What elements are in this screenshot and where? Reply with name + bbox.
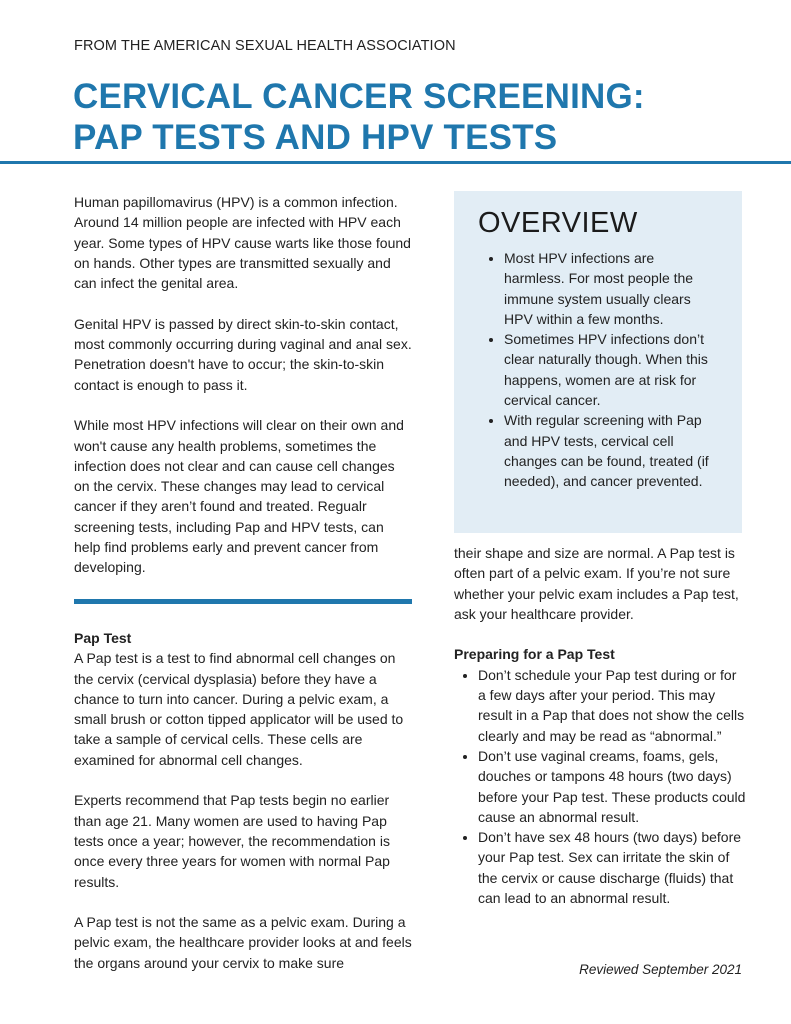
overview-list-item: • With regular screening with Pap and HPV tests, cervical cell changes can be found, treated (if needed), and cancer prevented.: [504, 410, 709, 491]
intro-paragraph: While most HPV infections will clear on their own and won't cause any health problems, sometimes the infection does not clear and can cause cell changes on the cervix. These changes may lead to cervical cancer if they aren’t found and treated. Regualr screening tests, including Pap and HPV tests, can help find problems early and prevent cancer from developing.: [74, 417, 404, 576]
preparing-heading: Preparing for a Pap Test: [454, 646, 615, 663]
section-divider: [74, 599, 412, 604]
header-divider: [0, 161, 791, 164]
preparing-list-item: • Don’t schedule your Pap test during or for a few days after your period. This may result in a Pap that does not show the cells clearly and may be read as “abnormal.”: [478, 665, 746, 746]
page-title-line-2: PAP TESTS AND HPV TESTS: [73, 118, 558, 157]
overview-heading: OVERVIEW: [478, 207, 638, 239]
pap-test-heading: Pap Test: [74, 630, 132, 646]
reviewed-date: Reviewed September 2021: [579, 962, 742, 977]
overview-list-item: • Most HPV infections are harmless. For most people the immune system usually clears HPV within a few months.: [504, 248, 709, 329]
intro-paragraph: Human papillomavirus (HPV) is a common infection. Around 14 million people are infected with HPV each year. Some types of HPV cause warts like those found on hands. Other types are transmitted sexually and can infect the genital area.: [74, 194, 411, 292]
pap-test-paragraph: Experts recommend that Pap tests begin no earlier than age 21. Many women are used to having Pap tests once a year; however, the recommendation is once every three years for women with normal Pap results.: [74, 792, 390, 890]
source-kicker: FROM THE AMERICAN SEXUAL HEALTH ASSOCIATION: [74, 38, 456, 54]
overview-list: [484, 248, 709, 492]
preparing-list-item: • Don’t use vaginal creams, foams, gels, douches or tampons 48 hours (two days) before your Pap test. These products could cause an abnormal result.: [478, 746, 746, 827]
overview-list-item: • Sometimes HPV infections don’t clear naturally though. When this happens, women are at risk for cervical cancer.: [504, 329, 709, 410]
preparing-list: [454, 665, 746, 909]
pap-test-continuation: their shape and size are normal. A Pap test is often part of a pelvic exam. If you’re not sure whether your pelvic exam includes a Pap test, ask your healthcare provider.: [454, 545, 739, 622]
overview-box: [454, 191, 742, 533]
intro-paragraph: Genital HPV is passed by direct skin-to-skin contact, most commonly occurring during vaginal and anal sex. Penetration doesn't have to occur; the skin-to-skin contact is enough to pass it.: [74, 315, 412, 393]
page-title-line-1: CERVICAL CANCER SCREENING:: [73, 77, 645, 116]
pap-test-paragraph: A Pap test is not the same as a pelvic exam. During a pelvic exam, the healthcare provider looks at and feels the organs around your cervix to make sure: [74, 914, 412, 971]
intro-section: [74, 192, 414, 598]
pap-test-paragraph: A Pap test is a test to find abnormal cell changes on the cervix (cervical dysplasia) before they have a chance to turn into cancer. During a pelvic exam, a small brush or cotton tipped applicator will be used to take a sample of cervical cells. These cells are examined for abnormal cell changes.: [74, 650, 404, 768]
right-column: [454, 543, 746, 908]
preparing-list-item: • Don’t have sex 48 hours (two days) before your Pap test. Sex can irritate the skin of the cervix or cause discharge (fluids) that can lead to an abnormal result.: [478, 827, 746, 908]
pap-test-section: [74, 628, 414, 993]
page-title: [73, 76, 645, 158]
